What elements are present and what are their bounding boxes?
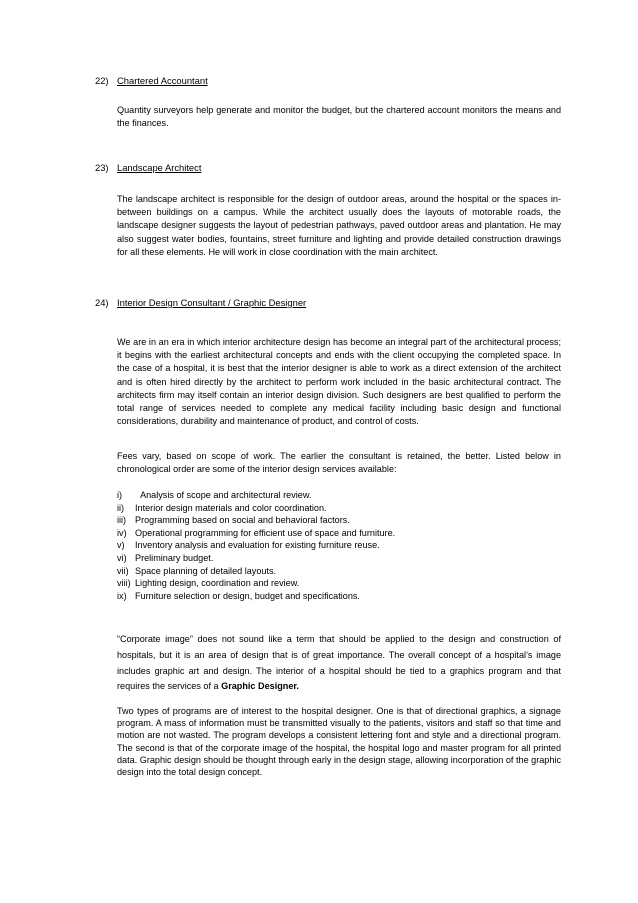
section-title: Chartered Accountant bbox=[117, 75, 208, 86]
list-text: Lighting design, coordination and review. bbox=[135, 578, 300, 589]
list-numeral: viii) bbox=[117, 578, 131, 589]
heading-landscape-architect bbox=[95, 162, 201, 173]
paragraph-programs: Two types of programs are of interest to the hospital designer. One is that of directional graphics, a signage program. A mass of information must be transmitted visually to the patients, visitors and staff so that time and motion are not wasted. The program develops a consistent lettering font and style and a directional program. The second is that of the corporate image of the hospital, the hospital logo and master program for all printed data. Graphic design should be thought through early in the design stage, allowing incorporation of the graphic design into the total design concept. bbox=[117, 706, 561, 778]
list-numeral: iv) bbox=[117, 527, 127, 538]
corporate-image-text: “Corporate image” does not sound like a term that should be applied to the design and construction of hospitals, but it is an area of design that is of great importance. The overall concept of a hospital’s image includes graphic art and design. The interior of a hospital should be tied to a graphics program and that requires the services of a bbox=[117, 634, 561, 692]
list-text: Analysis of scope and architectural review. bbox=[140, 490, 312, 500]
section-number: 23) bbox=[95, 162, 109, 173]
graphic-designer-bold: Graphic Designer. bbox=[221, 681, 299, 692]
paragraph-interior-architecture: We are in an era in which interior architecture design has become an integral part of the architectural process; it begins with the earliest architectural concepts and ends with the client occupying the completed space. In the case of a hospital, it is best that the interior designer is able to work as a direct extension of the architect and is often hired directly by the architect to perform work included in the basic architectural contract. The architects firm may itself contain an interior design division. Such designers are best qualified to perform the total range of services needed to complete any medical facility including basic design and functional considerations, durability and maintenance of product, and control of costs. bbox=[117, 337, 561, 427]
list-numeral: vi) bbox=[117, 552, 127, 563]
list-text: Space planning of detailed layouts. bbox=[135, 565, 277, 576]
list-item bbox=[117, 502, 561, 515]
list-numeral: iii) bbox=[117, 515, 127, 526]
list-text: Operational programming for efficient use of space and furniture. bbox=[135, 527, 396, 538]
list-item bbox=[117, 577, 561, 590]
list-item bbox=[117, 514, 561, 527]
heading-chartered-accountant bbox=[95, 75, 208, 86]
list-numeral: i) bbox=[117, 490, 123, 500]
list-item bbox=[117, 489, 561, 502]
paragraph-chartered-accountant: Quantity surveyors help generate and monitor the budget, but the chartered account monitors the means and the finances. bbox=[117, 105, 561, 129]
paragraph-landscape-architect: The landscape architect is responsible for the design of outdoor areas, around the hospital or the spaces in-between buildings on a campus. While the architect usually does the layouts of motorable roads, the landscape designer suggests the layout of pedestrian pathways, paved outdoor areas and plantation. He may also suggest water bodies, fountains, street furniture and lighting and provide detailed construction drawings for all these elements. He will work in close coordination with the main architect. bbox=[117, 194, 561, 257]
list-text: Interior design materials and color coordination. bbox=[135, 502, 327, 513]
paragraph-corporate-image bbox=[117, 632, 561, 695]
list-numeral: v) bbox=[117, 540, 125, 551]
list-item bbox=[117, 539, 561, 552]
section-title: Interior Design Consultant / Graphic Designer bbox=[117, 297, 307, 308]
list-text: Inventory analysis and evaluation for existing furniture reuse. bbox=[135, 540, 380, 551]
section-title: Landscape Architect bbox=[117, 162, 202, 173]
list-text: Programming based on social and behavioral factors. bbox=[135, 515, 350, 526]
list-numeral: ii) bbox=[117, 502, 125, 513]
section-number: 24) bbox=[95, 297, 109, 308]
section-number: 22) bbox=[95, 75, 109, 86]
list-item bbox=[117, 527, 561, 540]
list-item bbox=[117, 565, 561, 578]
list-item bbox=[117, 552, 561, 565]
list-text: Preliminary budget. bbox=[135, 552, 214, 563]
paragraph-fees: Fees vary, based on scope of work. The earlier the consultant is retained, the better. Listed below in chronological order are some of the interior design services available: bbox=[117, 451, 561, 475]
interior-design-services-list bbox=[117, 489, 561, 602]
list-text: Furniture selection or design, budget and specifications. bbox=[135, 590, 360, 601]
list-item bbox=[117, 590, 561, 603]
heading-interior-design-consultant bbox=[95, 297, 306, 308]
list-numeral: vii) bbox=[117, 565, 129, 576]
list-numeral: ix) bbox=[117, 590, 127, 601]
